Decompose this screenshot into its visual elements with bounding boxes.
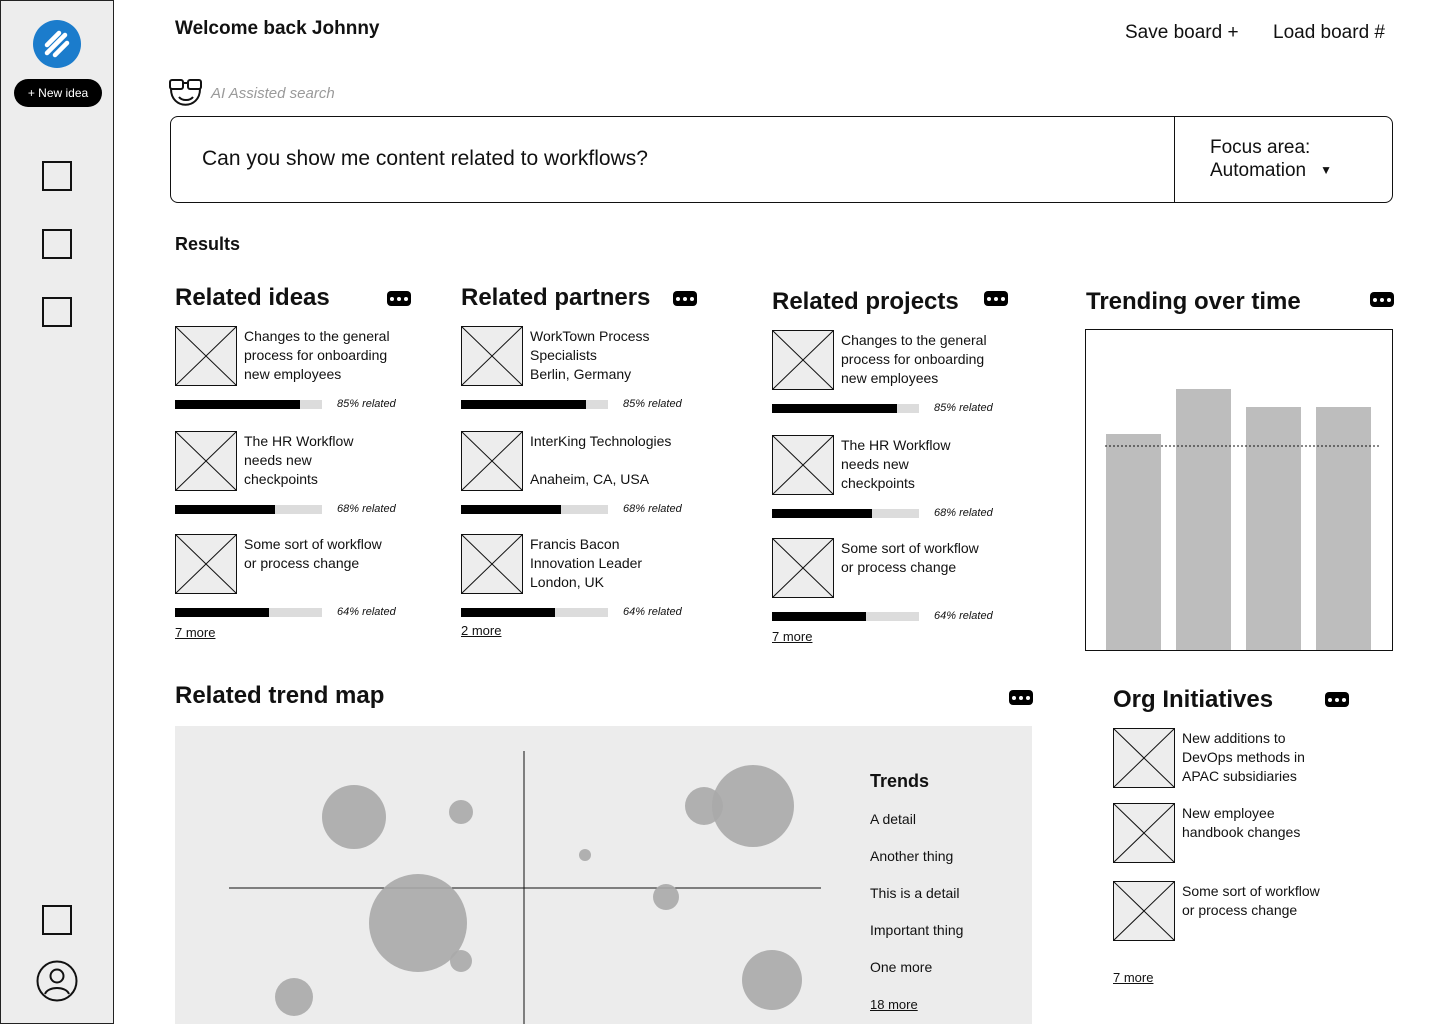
list-item[interactable]	[461, 431, 701, 519]
search-input[interactable]: Can you show me content related to workflows?	[202, 147, 648, 170]
trend-item[interactable]: One more	[870, 959, 933, 975]
list-item-text: Changes to the general process for onboarding new employees	[841, 332, 987, 386]
image-placeholder-icon	[175, 431, 237, 491]
org-initiatives-title: Org Initiatives	[1113, 686, 1274, 713]
related-partners-title: Related partners	[461, 284, 651, 311]
user-avatar-icon[interactable]	[36, 960, 78, 1002]
relevance-bar-fill	[175, 400, 300, 409]
chart-bar	[1106, 434, 1161, 650]
focus-area-label: Focus area:	[1210, 137, 1311, 158]
results-heading: Results	[175, 234, 241, 254]
trend-bubble	[712, 765, 794, 847]
list-item-text: Changes to the general process for onboarding new employees	[244, 328, 390, 382]
chart-bar	[1246, 407, 1301, 650]
trends-more-link[interactable]: 18 more	[870, 997, 918, 1012]
relevance-bar	[772, 509, 919, 518]
caret-down-icon: ▼	[1320, 163, 1333, 177]
relevance-label: 68% related	[934, 507, 993, 519]
more-options-icon[interactable]	[1009, 690, 1033, 705]
image-placeholder-icon	[175, 326, 237, 386]
related-ideas-title: Related ideas	[175, 284, 330, 311]
trend-item[interactable]: This is a detail	[870, 885, 960, 901]
list-item[interactable]	[461, 534, 701, 622]
image-placeholder-icon	[1113, 803, 1175, 863]
image-placeholder-icon	[772, 435, 834, 495]
list-item-text: Francis Bacon Innovation Leader London, UK	[530, 536, 643, 590]
trend-bubble	[450, 950, 472, 972]
trend-bubble	[322, 785, 386, 849]
trending-chart-svg	[1086, 330, 1392, 650]
trend-bubble	[742, 950, 802, 1010]
trend-item[interactable]: Another thing	[870, 848, 954, 864]
related-ideas-more-link[interactable]: 7 more	[175, 625, 216, 640]
focus-area-value: Automation	[1210, 160, 1307, 181]
relevance-bar-fill	[461, 400, 586, 409]
relevance-label: 64% related	[337, 606, 396, 618]
sidebar-nav-item-4[interactable]	[42, 905, 72, 935]
list-item[interactable]	[772, 538, 1012, 626]
relevance-bar-fill	[175, 505, 275, 514]
image-placeholder-icon	[461, 534, 523, 594]
relevance-bar	[175, 400, 322, 409]
list-item[interactable]	[772, 330, 1012, 418]
trend-bubble	[653, 884, 679, 910]
relevance-bar	[175, 608, 322, 617]
trend-map-title: Related trend map	[175, 682, 385, 709]
list-item-text: The HR Workflow needs new checkpoints	[244, 433, 354, 487]
sidebar-nav-item-3[interactable]	[42, 297, 72, 327]
image-placeholder-icon	[772, 538, 834, 598]
trend-item[interactable]: Important thing	[870, 922, 964, 938]
relevance-bar-fill	[461, 505, 561, 514]
trend-bubble	[579, 849, 591, 861]
ai-search-label: AI Assisted search	[211, 85, 335, 102]
load-board-button[interactable]: Load board #	[1273, 22, 1385, 43]
relevance-bar	[175, 505, 322, 514]
list-item-text: Some sort of workflow or process change	[1182, 883, 1320, 918]
image-placeholder-icon	[461, 431, 523, 491]
relevance-label: 68% related	[623, 503, 682, 515]
more-options-icon[interactable]	[1325, 692, 1349, 707]
relevance-bar-fill	[461, 608, 555, 617]
relevance-bar	[461, 400, 608, 409]
image-placeholder-icon	[772, 330, 834, 390]
list-item-text: InterKing Technologies Anaheim, CA, USA	[530, 433, 672, 487]
trend-map	[175, 726, 1032, 1024]
list-item[interactable]	[772, 435, 1012, 523]
more-options-icon[interactable]	[1370, 292, 1394, 307]
list-item[interactable]	[461, 326, 701, 414]
new-idea-button[interactable]: + New idea	[14, 79, 102, 107]
image-placeholder-icon	[1113, 881, 1175, 941]
list-item[interactable]	[1113, 803, 1363, 865]
more-options-icon[interactable]	[387, 291, 411, 306]
more-options-icon[interactable]	[984, 291, 1008, 306]
sidebar	[0, 0, 114, 1024]
trends-heading: Trends	[870, 771, 930, 791]
list-item[interactable]	[175, 326, 415, 414]
list-item-text: The HR Workflow needs new checkpoints	[841, 437, 951, 491]
list-item[interactable]	[1113, 728, 1363, 790]
image-placeholder-icon	[461, 326, 523, 386]
relevance-label: 85% related	[934, 402, 993, 414]
list-item-text: WorkTown Process Specialists Berlin, Germany	[530, 328, 650, 382]
relevance-label: 85% related	[623, 398, 682, 410]
relevance-bar	[461, 505, 608, 514]
list-item-text: Some sort of workflow or process change	[244, 536, 382, 571]
relevance-bar	[772, 404, 919, 413]
relevance-label: 68% related	[337, 503, 396, 515]
list-item[interactable]	[1113, 881, 1363, 943]
relevance-label: 64% related	[623, 606, 682, 618]
image-placeholder-icon	[175, 534, 237, 594]
relevance-bar-fill	[175, 608, 269, 617]
list-item-text: New employee handbook changes	[1182, 805, 1301, 840]
trend-bubble	[449, 800, 473, 824]
sidebar-nav-item-1[interactable]	[42, 161, 72, 191]
relevance-bar-fill	[772, 404, 897, 413]
ai-assistant-icon	[169, 78, 203, 108]
list-item-text: New additions to DevOps methods in APAC subsidiaries	[1182, 730, 1305, 784]
relevance-label: 85% related	[337, 398, 396, 410]
relevance-bar	[461, 608, 608, 617]
trending-chart	[1085, 329, 1393, 651]
brand-logo-icon[interactable]	[33, 20, 81, 68]
relevance-bar-fill	[772, 509, 872, 518]
more-options-icon[interactable]	[673, 291, 697, 306]
related-projects-title: Related projects	[772, 288, 959, 315]
chart-bar	[1316, 407, 1371, 650]
relevance-bar-fill	[772, 612, 866, 621]
list-item[interactable]	[175, 431, 415, 519]
focus-area-select[interactable]	[1210, 136, 1332, 182]
chart-bar	[1176, 389, 1231, 650]
welcome-heading: Welcome back Johnny	[175, 18, 380, 39]
trending-title: Trending over time	[1086, 288, 1301, 315]
related-partners-more-link[interactable]: 2 more	[461, 623, 502, 638]
trend-item[interactable]: A detail	[870, 811, 916, 827]
save-board-button[interactable]: Save board +	[1125, 22, 1239, 43]
image-placeholder-icon	[1113, 728, 1175, 788]
sidebar-nav-item-2[interactable]	[42, 229, 72, 259]
relevance-bar	[772, 612, 919, 621]
trend-bubble	[275, 978, 313, 1016]
list-item[interactable]	[175, 534, 415, 622]
related-projects-more-link[interactable]: 7 more	[772, 629, 813, 644]
list-item-text: Some sort of workflow or process change	[841, 540, 979, 575]
org-initiatives-more-link[interactable]: 7 more	[1113, 970, 1154, 985]
search-box	[170, 116, 1393, 203]
search-divider	[1174, 117, 1175, 202]
relevance-label: 64% related	[934, 610, 993, 622]
